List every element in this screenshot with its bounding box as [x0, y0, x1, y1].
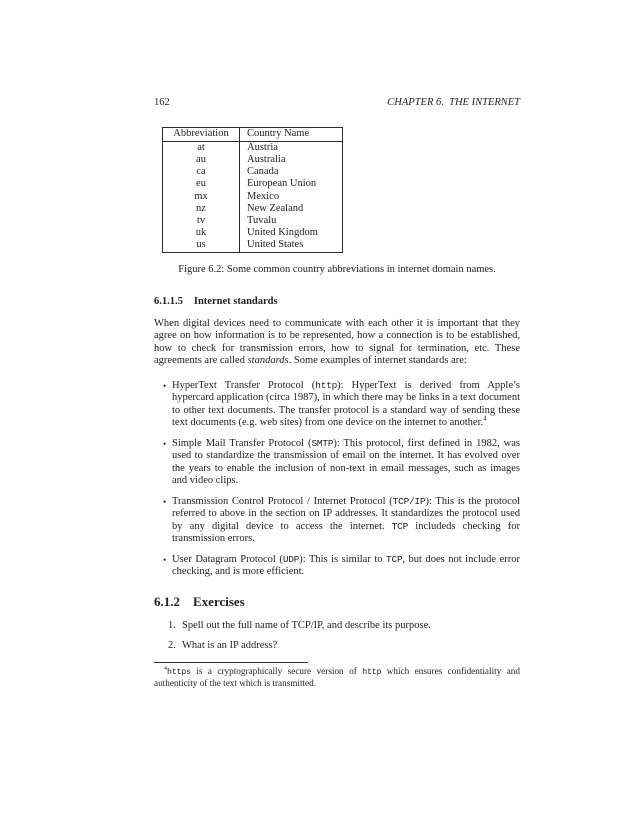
- bullet-icon: •: [163, 438, 167, 449]
- list-item-text: Simple Mail Transfer Protocol (SMTP): This protocol, first defined in 1982, was used to standardize the transmission of email on the internet. It has evolved over the years to enable the inclusion of non-text in email messages, such as images and video clips.: [172, 437, 520, 487]
- table-row: [163, 154, 343, 166]
- column-header-abbreviation: Abbreviation: [163, 127, 240, 141]
- chapter-heading: CHAPTER 6. THE INTERNET: [387, 97, 520, 108]
- section-heading-exercises: [154, 594, 520, 609]
- list-item-tcpip: [154, 496, 520, 546]
- exercise-text: Spell out the full name of TCP/IP, and describe its purpose.: [182, 619, 431, 631]
- table-row: [163, 141, 343, 154]
- list-item-http: [154, 380, 520, 430]
- section-heading-internet-standards: [154, 296, 520, 309]
- country-cell: European Union: [247, 178, 317, 190]
- section-number: 6.1.1.5: [154, 296, 183, 308]
- exercise-item-2: [154, 640, 520, 653]
- bullet-icon: •: [163, 496, 167, 507]
- page-header: [154, 97, 520, 110]
- country-cell: Austria: [247, 141, 278, 153]
- bullet-icon: •: [163, 380, 167, 391]
- list-item-text: HyperText Transfer Protocol (http): HyperText is derived from Apple’s hypercard application (circa 1987), in which there may be links in a text document to other text documents. The transfer protocol is a standard way of sending these text documents (e.g. web sites) from one device on the internet to another.$^4$: [172, 379, 520, 429]
- abbreviation-cell: at: [163, 141, 240, 154]
- page-number: 162: [154, 97, 170, 108]
- country-cell: United States: [247, 239, 304, 251]
- page-content: [154, 97, 520, 690]
- list-item-text: User Datagram Protocol (UDP): This is similar to TCP, but does not include error checking, and is more efficient.: [172, 553, 520, 578]
- footnote-divider: [154, 662, 308, 663]
- exercise-number: 2.: [168, 640, 176, 652]
- abbreviation-cell: uk: [163, 227, 240, 239]
- standards-list: [154, 380, 520, 579]
- section-title: Exercises: [193, 593, 245, 609]
- bullet-icon: •: [163, 554, 167, 565]
- footnote-text: $^4$https is a cryptographically secure version of http which ensures confidentiality and authenticity of the text which is transmitted.: [154, 665, 520, 689]
- abbreviation-cell: ca: [163, 166, 240, 178]
- table-row: [163, 178, 343, 190]
- country-table: [162, 127, 343, 253]
- table-row: [163, 191, 343, 203]
- table-header-row: [163, 127, 343, 141]
- column-header-country: Country Name: [240, 127, 343, 141]
- abbreviation-cell: au: [163, 154, 240, 166]
- exercises-list: [154, 620, 520, 653]
- abbreviation-cell: tv: [163, 215, 240, 227]
- exercise-number: 1.: [168, 619, 176, 631]
- abbreviation-cell: us: [163, 239, 240, 252]
- section-title: Internet standards: [193, 296, 278, 308]
- country-cell: United Kingdom: [247, 227, 318, 239]
- abbreviation-cell: eu: [163, 178, 240, 190]
- exercise-text: What is an IP address?: [182, 640, 278, 652]
- table-frame: [162, 127, 520, 253]
- list-item-udp: [154, 554, 520, 579]
- abbreviation-cell: mx: [163, 191, 240, 203]
- table-row: [163, 227, 343, 239]
- country-table-figure: [154, 127, 520, 277]
- section-number: 6.1.2: [154, 593, 180, 609]
- table-row: [163, 203, 343, 215]
- country-cell: Canada: [247, 166, 279, 178]
- table-row: [163, 239, 343, 252]
- list-item-smtp: [154, 438, 520, 488]
- standards-intro-paragraph: When digital devices need to communicate with each other it is important that they agree on how information is to be represented, how a connection is to be established, how to check for transmission errors, how to signal for termination, etc. These agreements are called standards. Some examples of internet standards are:: [154, 317, 520, 367]
- table-row: [163, 215, 343, 227]
- abbreviation-cell: nz: [163, 203, 240, 215]
- list-item-text: Transmission Control Protocol / Internet Protocol (TCP/IP): This is the protocol referred to above in the section on IP addresses. It standardizes the protocol used by any digital device to access the internet. TCP includeds checking for transmission errors.: [172, 495, 520, 545]
- table-row: [163, 166, 343, 178]
- country-cell: New Zealand: [247, 202, 304, 214]
- exercise-item-1: [154, 620, 520, 633]
- figure-caption: Figure 6.2: Some common country abbreviations in internet domain names.: [178, 263, 496, 275]
- country-cell: Tuvalu: [247, 214, 277, 226]
- country-cell: Mexico: [247, 190, 280, 202]
- country-cell: Australia: [247, 153, 286, 165]
